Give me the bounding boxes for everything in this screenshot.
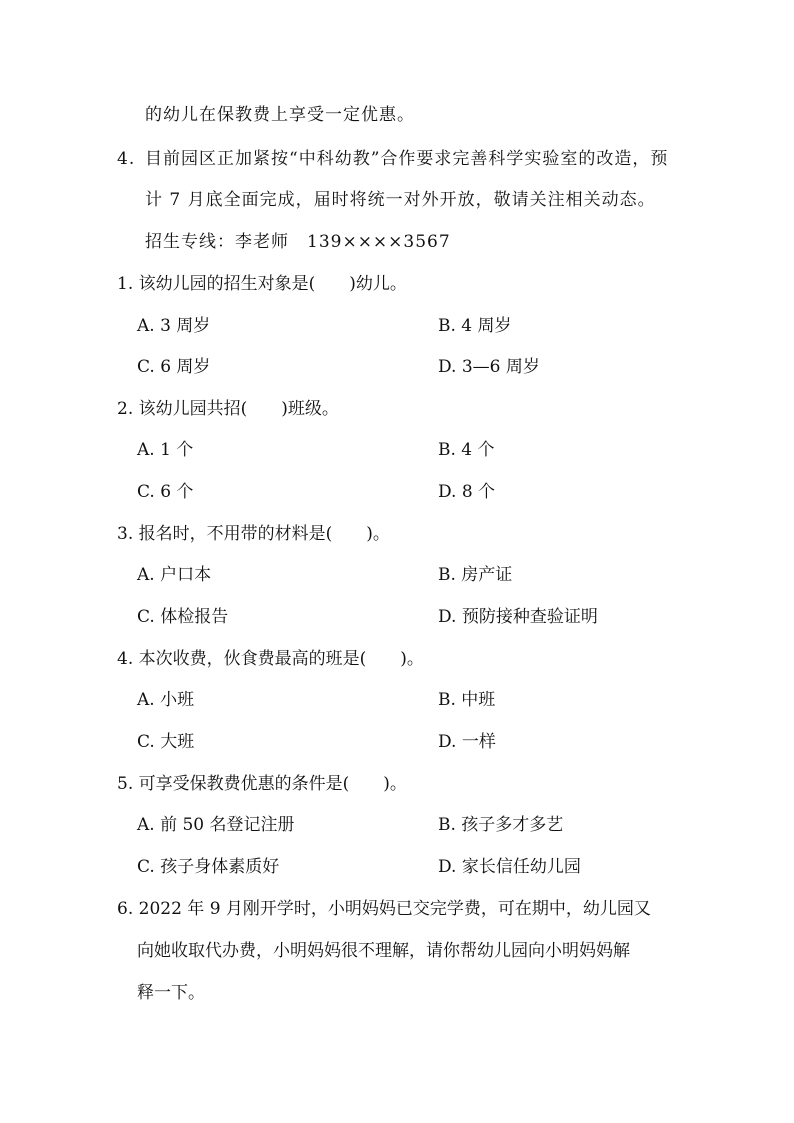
- option-4b: B. 中班: [438, 690, 496, 710]
- option-5a: A. 前 50 名登记注册: [137, 815, 295, 835]
- question-6-line: 释一下。: [137, 983, 205, 1003]
- option-1a: A. 3 周岁: [137, 316, 211, 336]
- option-4c: C. 大班: [137, 732, 195, 752]
- option-2b: B. 4 个: [438, 440, 495, 460]
- question-4: 4. 本次收费，伙食费最高的班是( )。: [117, 649, 424, 669]
- option-5c: C. 孩子身体素质好: [137, 857, 280, 877]
- notice-item-number: 4.: [117, 149, 136, 169]
- option-2a: A. 1 个: [137, 440, 194, 460]
- question-3: 3. 报名时，不用带的材料是( )。: [117, 524, 390, 544]
- option-1c: C. 6 周岁: [137, 357, 211, 377]
- question-6-line: 向她收取代办费，小明妈妈很不理解，请你帮幼儿园向小明妈妈解: [137, 941, 630, 961]
- question-5: 5. 可享受保教费优惠的条件是( )。: [117, 774, 407, 794]
- enrollment-hotline: 招生专线：李老师 139××××3567: [145, 232, 451, 252]
- option-2d: D. 8 个: [438, 482, 496, 502]
- question-6-line: 6. 2022 年 9 月刚开学时，小明妈妈已交完学费，可在期中，幼儿园又: [117, 899, 651, 919]
- option-5b: B. 孩子多才多艺: [438, 815, 564, 835]
- option-1b: B. 4 周岁: [438, 316, 512, 336]
- option-5d: D. 家长信任幼儿园: [438, 857, 581, 877]
- option-3d: D. 预防接种查验证明: [438, 607, 598, 627]
- notice-line: 的幼儿在保教费上享受一定优惠。: [145, 105, 415, 125]
- option-4d: D. 一样: [438, 732, 496, 752]
- notice-line: 计 7 月底全面完成，届时将统一对外开放，敬请关注相关动态。: [145, 190, 656, 210]
- question-1: 1. 该幼儿园的招生对象是( )幼儿。: [117, 274, 407, 294]
- option-3c: C. 体检报告: [137, 607, 229, 627]
- question-2: 2. 该幼儿园共招( )班级。: [117, 399, 339, 419]
- option-3b: B. 房产证: [438, 565, 513, 585]
- notice-line: 目前园区正加紧按“中科幼教”合作要求完善科学实验室的改造，预: [145, 149, 669, 169]
- option-4a: A. 小班: [137, 690, 195, 710]
- option-2c: C. 6 个: [137, 482, 194, 502]
- option-1d: D. 3—6 周岁: [438, 357, 540, 377]
- option-3a: A. 户口本: [137, 565, 212, 585]
